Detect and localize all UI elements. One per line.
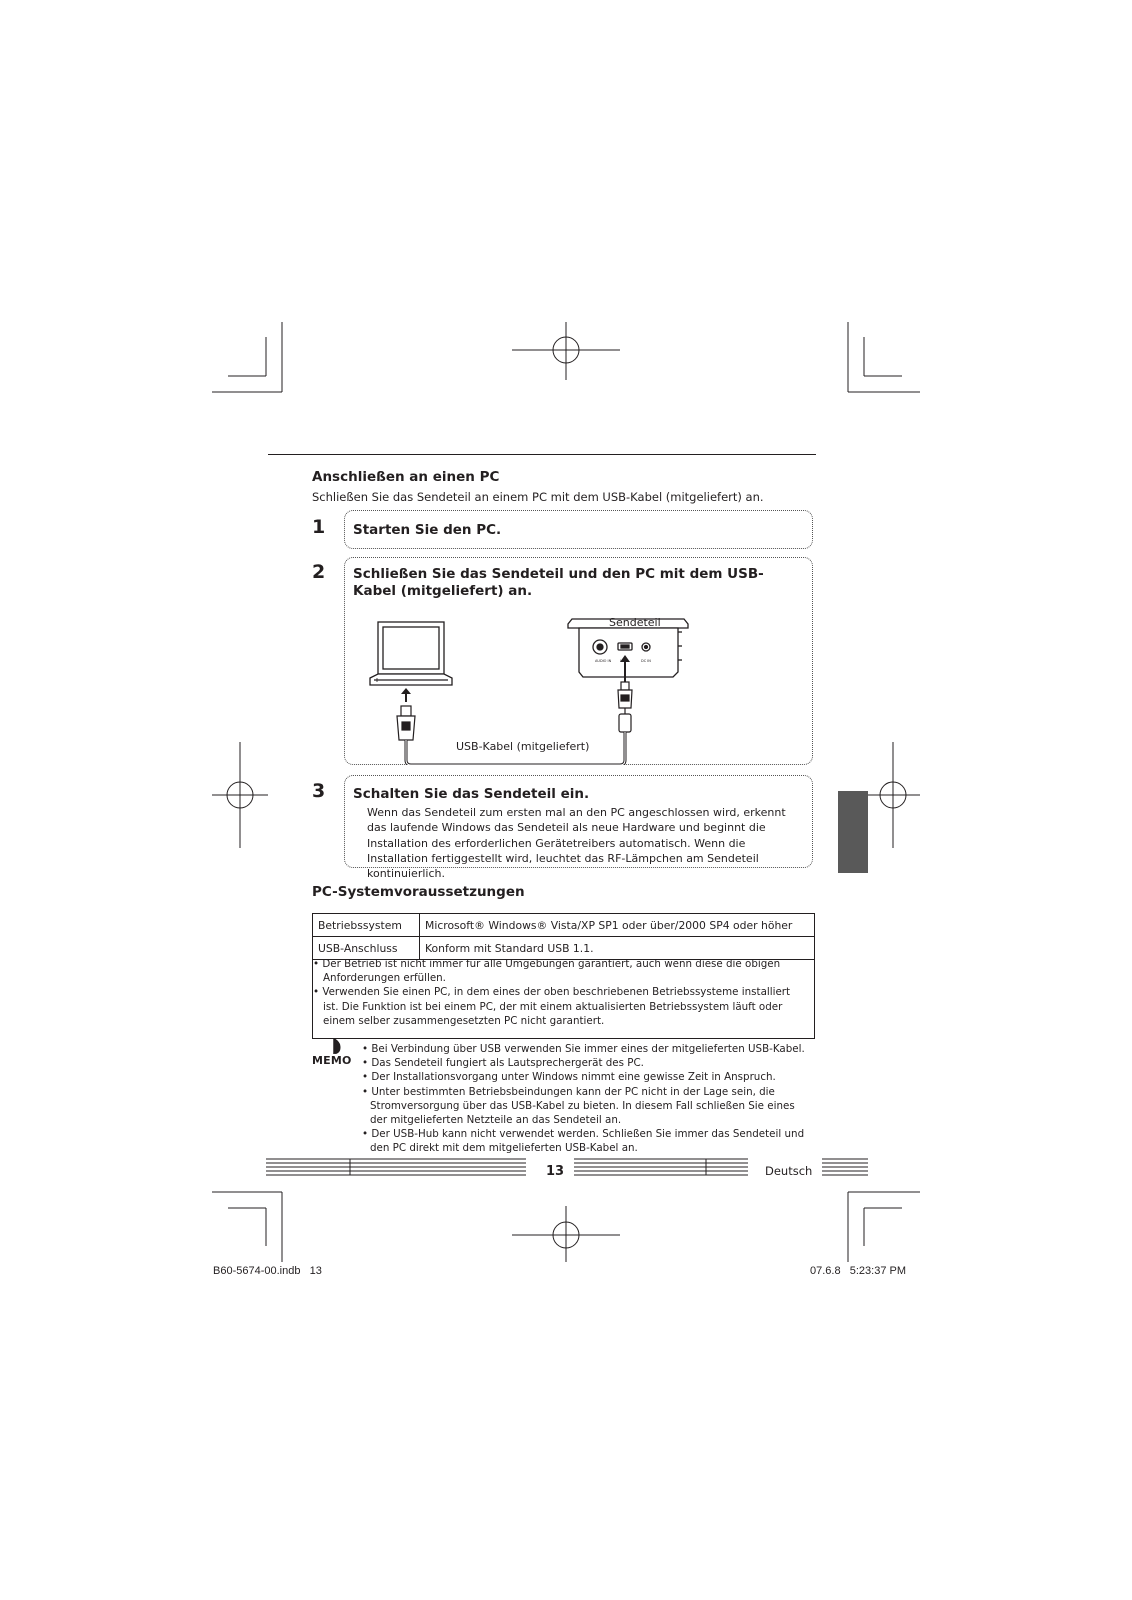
language-tab (838, 791, 868, 873)
page-number: 13 (546, 1164, 565, 1179)
os-label: Betriebssystem (313, 914, 420, 937)
memo-item: • Der USB-Hub kann nicht verwendet werden. Schließen Sie immer das Sendeteil und den PC direkt mit dem mitgelieferten USB-Kabel an. (362, 1128, 805, 1155)
requirements-notes (313, 957, 804, 1028)
usb-plug-left (397, 706, 415, 740)
usb-plug-right (618, 682, 632, 732)
laptop-icon (370, 622, 452, 685)
memo-list (362, 1042, 810, 1156)
step-3-title: Schalten Sie das Sendeteil ein. (353, 786, 590, 802)
step-2-title: Schließen Sie das Sendeteil und den PC mit dem USB-Kabel (mitgeliefert) an. (353, 566, 764, 599)
step-1-title: Starten Sie den PC. (353, 522, 502, 538)
memo-item: • Das Sendeteil fungiert als Lautsprechergerät des PC. (362, 1057, 644, 1070)
section-description: Schließen Sie das Sendeteil an einem PC mit dem USB-Kabel (mitgeliefert) an. (312, 490, 764, 504)
port-label-dc: DC IN (641, 659, 651, 663)
footer-language: Deutsch (765, 1164, 813, 1178)
step-3-number: 3 (312, 780, 326, 802)
cable-label: USB-Kabel (mitgeliefert) (456, 740, 590, 753)
step-1-number: 1 (312, 516, 326, 538)
memo-item: • Der Installationsvorgang unter Windows nimmt eine gewisse Zeit in Anspruch. (362, 1071, 776, 1084)
memo-item: • Bei Verbindung über USB verwenden Sie immer eines der mitgelieferten USB-Kabel. (362, 1043, 805, 1055)
os-value: Microsoft® Windows® Vista/XP SP1 oder über/2000 SP4 oder höher (420, 914, 815, 937)
memo-label: MEMO (312, 1054, 352, 1067)
note-item: • Verwenden Sie einen PC, in dem eines der oben beschriebenen Betriebssysteme installiert ist. Die Funktion ist bei einem PC, der mit einem aktualisierten Betriebssystem läuft oder einem selber zusammengesetzten PC nicht garantiert. (313, 986, 791, 1027)
requirements-title: PC-Systemvoraussetzungen (312, 884, 525, 900)
slug-file: B60-5674-00.indb 13 (213, 1265, 322, 1277)
step-2-number: 2 (312, 561, 326, 583)
port-label-audio: AUDIO IN (595, 659, 612, 663)
slug-timestamp: 07.6.8 5:23:37 PM (810, 1265, 907, 1277)
usb-value: Konform mit Standard USB 1.1. (420, 937, 815, 960)
memo-item: • Unter bestimmten Betriebsbeindungen kann der PC nicht in der Lage sein, die Stromversorgung über das USB-Kabel zu bieten. In diesem Fall schließen Sie eines der mitgelieferten Netzteile an das Sendeteil an. (362, 1085, 795, 1127)
usb-label: USB-Anschluss (313, 937, 420, 960)
note-item: • Der Betrieb ist nicht immer für alle Umgebungen garantiert, auch wenn diese die obigen Anforderungen erfüllen. (313, 958, 781, 985)
step-3-body: Wenn das Sendeteil zum ersten mal an den PC angeschlossen wird, erkennt das laufende Windows das Sendeteil als neue Hardware und beginnt die Installation des erforderlichen Gerätetreibers automatisch. Wenn die Installation fertiggestellt wird, leuchtet das RF-Lämpchen am Sendeteil kontinuierlich. (367, 806, 786, 881)
section-title: Anschließen an einen PC (312, 469, 500, 485)
transmitter-label: Sendeteil (609, 616, 661, 629)
arrow-up-icon-left (401, 688, 411, 702)
table-row (313, 914, 815, 937)
header-rule (268, 454, 816, 455)
